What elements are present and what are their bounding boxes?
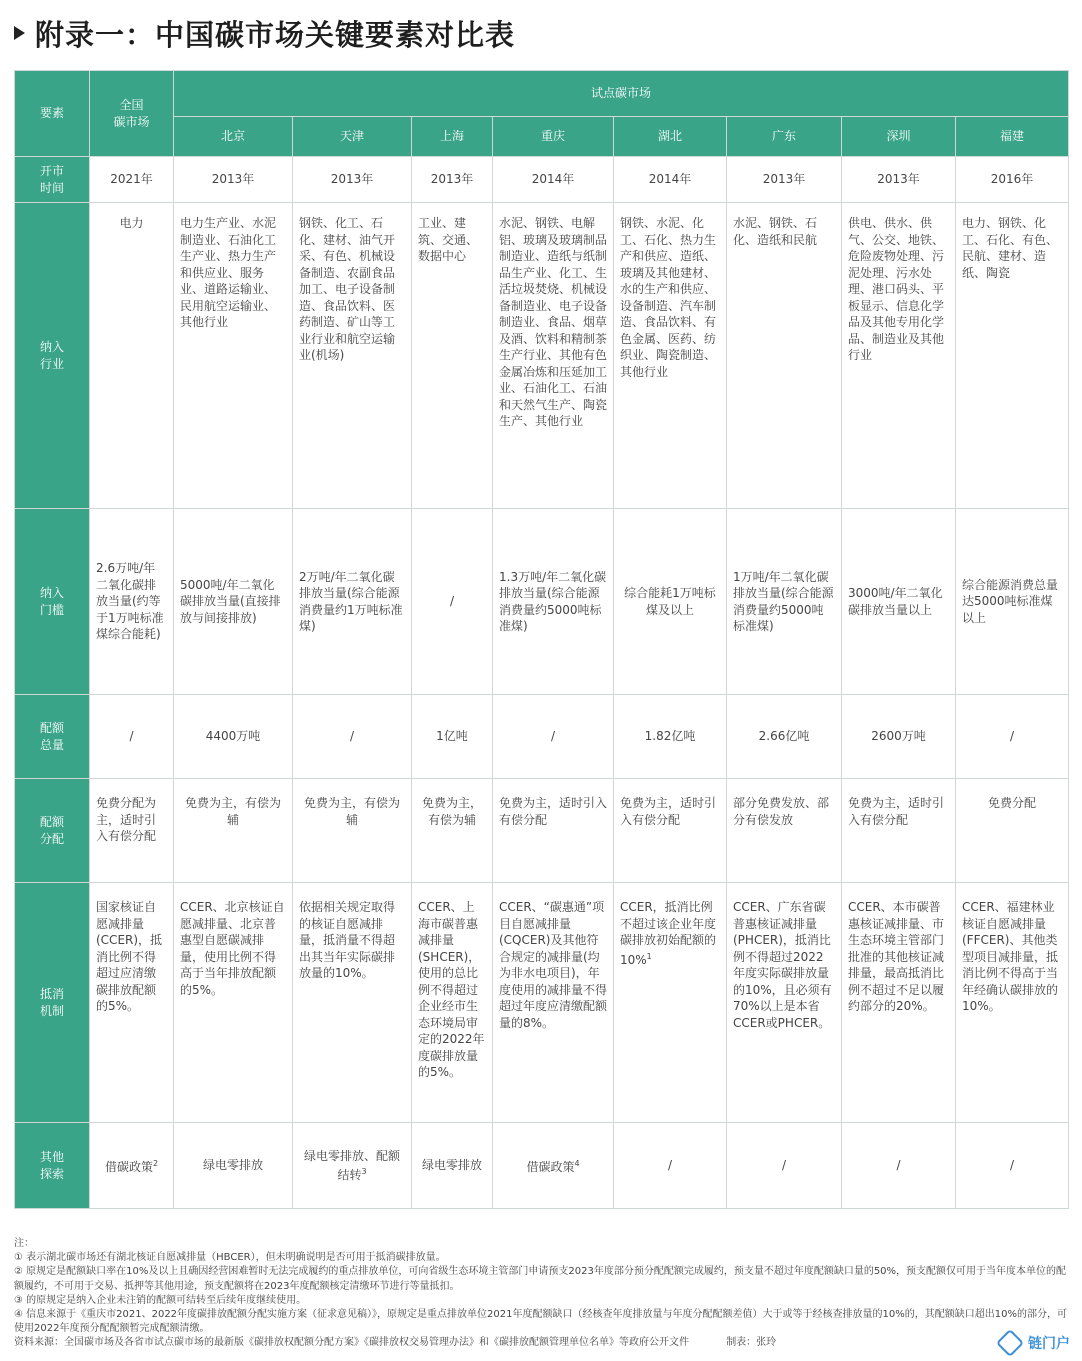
cell-text: CCER，抵消比例不超过该企业年度碳排放初始配额的10% <box>620 900 717 967</box>
table-cell <box>614 203 727 509</box>
cell-text: / <box>667 1158 673 1173</box>
footnote-marker: 3 <box>361 1167 367 1176</box>
cell-text: / <box>550 729 556 744</box>
cell-text: 2013年 <box>762 172 806 187</box>
cell-text: 2016年 <box>990 172 1034 187</box>
table-cell <box>727 157 842 203</box>
cell-text: 综合能耗1万吨标煤及以上 <box>624 586 716 617</box>
cell-text: CCER、本市碳普惠核证减排量、市生态环境主管部门批准的其他核证减排量，最高抵消比例不超过不足以履约部分的20%。 <box>848 900 945 1013</box>
page-title: 附录一：中国碳市场关键要素对比表 <box>35 17 516 52</box>
cell-text: / <box>781 1158 787 1173</box>
cell-text: 免费为主，适时引入有偿分配 <box>499 796 608 827</box>
cell-text: 国家核证自愿减排量(CCER)，抵消比例不得超过应清缴碳排放配额的5%。 <box>96 900 163 1013</box>
table-cell <box>293 883 412 1123</box>
footnote-marker: 2 <box>152 1158 159 1168</box>
row-label: 纳入 行业 <box>15 203 90 509</box>
table-cell <box>842 203 956 509</box>
cell-text: 免费分配 <box>988 796 1037 810</box>
cell-text: 供电、供水、供气、公交、地铁、危险废物处理、污泥处理、污水处理、港口码头、平板显示、信息化学品及其他专用化学品、制造业及其他行业 <box>848 216 945 362</box>
cell-text: 免费为主，有偿为辅 <box>303 796 400 827</box>
cell-text: 1亿吨 <box>436 729 468 744</box>
table-cell <box>614 509 727 695</box>
table-cell <box>842 883 956 1123</box>
header-region: 重庆 <box>493 117 614 157</box>
header-element: 要素 <box>15 71 90 157</box>
site-logo <box>1000 1333 1070 1353</box>
cell-text: 2013年 <box>330 172 374 187</box>
table-cell <box>493 203 614 509</box>
row-label: 纳入 门槛 <box>15 509 90 695</box>
author-text: 制表：张玲 <box>726 1337 777 1349</box>
table-cell <box>956 695 1069 779</box>
header-region: 湖北 <box>614 117 727 157</box>
table-cell <box>90 203 174 509</box>
table-cell <box>614 883 727 1123</box>
header-region: 天津 <box>293 117 412 157</box>
cell-text: 电力生产业、水泥制造业、石油化工生产业、热力生产和供应业、服务业、道路运输业、民用航空运输业、其他行业 <box>180 216 277 329</box>
header-pilot: 试点碳市场 <box>174 71 1069 117</box>
notes-section <box>14 1237 1068 1351</box>
table-row <box>15 203 1069 509</box>
cell-text: 综合能源消费总量达5000吨标准煤以上 <box>962 577 1059 625</box>
cell-text: 免费为主，有偿为辅 <box>184 796 281 827</box>
cell-text: 2021年 <box>110 172 153 187</box>
comparison-table <box>14 70 1069 1209</box>
table-row <box>15 509 1069 695</box>
cell-text: 免费分配为主，适时引入有偿分配 <box>96 796 157 843</box>
cell-text: CCER、“碳惠通”项目自愿减排量(CQCER)及其他符合规定的减排量(均为非水电项目)，年度使用的减排量不得超过年度应清缴配额量的8%。 <box>499 900 608 1030</box>
table-cell <box>614 695 727 779</box>
table-cell <box>174 509 293 695</box>
table-cell <box>727 203 842 509</box>
table-cell <box>412 203 493 509</box>
cell-text: / <box>349 729 355 744</box>
row-label: 配额 分配 <box>15 779 90 883</box>
cell-text: / <box>129 729 134 744</box>
table-cell <box>727 695 842 779</box>
table-cell <box>493 779 614 883</box>
cell-text: 2.66亿吨 <box>758 729 810 744</box>
row-label: 抵消 机制 <box>15 883 90 1123</box>
cell-text: / <box>896 1158 901 1173</box>
note-line-1: ① 表示湖北碳市场还有湖北核证自愿减排量（HBCER），但未明确说明是否可用于抵消碳排放量。 <box>14 1252 446 1264</box>
row-label: 开市 时间 <box>15 157 90 203</box>
row-label: 配额 总量 <box>15 695 90 779</box>
row-label: 其他 探索 <box>15 1123 90 1209</box>
table-row <box>15 883 1069 1123</box>
table-cell <box>842 509 956 695</box>
table-cell <box>293 695 412 779</box>
notes-heading: 注： <box>14 1238 34 1249</box>
table-cell <box>412 157 493 203</box>
cell-text: 2万吨/年二氧化碳排放当量(综合能源消费量约1万吨标准煤) <box>299 569 403 633</box>
cell-text: 水泥、钢铁、电解铝、玻璃及玻璃制品制造业、造纸与纸制品生产业、化工、生活垃圾焚烧、机械设备制造业、电子设备制造业、食品、烟草及酒、饮料和精制茶生产行业、其他有色金属冶炼和压延加工业、石油化工、石油和天然气生产、陶瓷生产、其他行业 <box>499 216 608 428</box>
table-cell <box>90 1123 174 1209</box>
cell-text: / <box>449 594 455 609</box>
cell-text: 2.6万吨/年二氧化碳排放当量(约等于1万吨标准煤综合能耗) <box>96 561 164 642</box>
cell-text: 5000吨/年二氧化碳排放当量(直接排放与间接排放) <box>180 577 281 625</box>
footnote-marker: 1 <box>646 951 652 961</box>
cell-text: 钢铁、水泥、化工、石化、热力生产和供应、造纸、玻璃及其他建材、水的生产和供应、设备制造、汽车制造、食品饮料、有色金属、医药、纺织业、陶瓷制造、其他行业 <box>620 216 717 379</box>
table-cell <box>493 883 614 1123</box>
cell-text: 借碳政策 <box>104 1159 153 1174</box>
table-cell <box>412 779 493 883</box>
cell-text: 绿电零排放 <box>421 1158 482 1173</box>
logo-diamond-icon <box>996 1329 1024 1357</box>
header-region: 福建 <box>956 117 1069 157</box>
table-cell <box>412 695 493 779</box>
table-cell <box>174 157 293 203</box>
table-cell <box>842 1123 956 1209</box>
logo-text: 链门户 <box>1028 1336 1070 1352</box>
source-line <box>14 1336 1068 1350</box>
cell-text: 工业、建筑、交通、数据中心 <box>418 216 479 263</box>
cell-text: / <box>1009 1158 1015 1173</box>
cell-text: 2013年 <box>430 172 474 187</box>
table-cell <box>614 779 727 883</box>
cell-text: CCER、上海市碳普惠减排量(SHCER)，使用的总比例不得超过企业经市生态环境局审定的2022年度碳排放量的5%。 <box>418 900 485 1079</box>
table-cell <box>727 883 842 1123</box>
page-title-bar <box>14 8 515 58</box>
table-cell <box>174 1123 293 1209</box>
table-cell <box>293 509 412 695</box>
table-row <box>15 157 1069 203</box>
table-cell <box>174 883 293 1123</box>
cell-text: 1.82亿吨 <box>644 729 696 744</box>
note-line-3: ③ 的原规定是纳入企业未注销的配额可结转至后续年度继续使用。 <box>14 1294 307 1306</box>
header-region: 广东 <box>727 117 842 157</box>
cell-text: 借碳政策 <box>526 1159 575 1174</box>
table-cell <box>956 203 1069 509</box>
cell-text: 2014年 <box>648 172 692 187</box>
cell-text: 绿电零排放 <box>202 1158 263 1173</box>
table-cell <box>90 695 174 779</box>
header-region: 北京 <box>174 117 293 157</box>
header-region: 深圳 <box>842 117 956 157</box>
header-region: 上海 <box>412 117 493 157</box>
table-cell <box>956 509 1069 695</box>
footnote-marker: 4 <box>574 1158 580 1168</box>
triangle-bullet-icon <box>14 26 25 40</box>
table-row <box>15 695 1069 779</box>
table-cell <box>842 157 956 203</box>
cell-text: CCER、广东省碳普惠核证减排量(PHCER)，抵消比例不得超过2022年度实际碳排放量的10%，且必须有70%以上是本省CCER或PHCER。 <box>733 900 832 1030</box>
table-cell <box>614 1123 727 1209</box>
table-cell <box>842 779 956 883</box>
table-cell <box>956 1123 1069 1209</box>
table-cell <box>956 157 1069 203</box>
table-cell <box>412 509 493 695</box>
table-cell <box>727 509 842 695</box>
cell-text: 依据相关规定取得的核证自愿减排量，抵消量不得超出其当年实际碳排放量的10%。 <box>299 900 396 980</box>
table-cell <box>293 779 412 883</box>
table-cell <box>412 1123 493 1209</box>
table-cell <box>956 779 1069 883</box>
cell-text: 2013年 <box>211 172 255 187</box>
table-cell <box>174 695 293 779</box>
cell-text: 1.3万吨/年二氧化碳排放当量(综合能源消费量约5000吨标准煤) <box>499 569 607 633</box>
cell-text: 免费为主，适时引入有偿分配 <box>848 796 945 827</box>
table-cell <box>412 883 493 1123</box>
table-cell <box>174 779 293 883</box>
cell-text: 免费为主，有偿为辅 <box>421 796 482 827</box>
cell-text: CCER、福建林业核证自愿减排量(FFCER)、其他类型项目减排量，抵消比例不得高于当年经确认碳排放的10%。 <box>962 900 1059 1013</box>
cell-text: 1万吨/年二氧化碳排放当量(综合能源消费量约5000吨标准煤) <box>733 569 834 633</box>
note-line-4: ④ 信息来源于《重庆市2021、2022年度碳排放配额分配实施方案（征求意见稿）》，原规定是重点排放单位2021年度配额缺口（经核查年度排放量与年度分配配额差值）大于或等于经核查排放量的10%的，其配额缺口超出10%的部分，可使用2022年度预分配配额暂完成配额清缴。 <box>14 1309 1067 1335</box>
cell-text: 2013年 <box>877 172 920 187</box>
table-cell <box>493 509 614 695</box>
note-line-2: ② 原规定是配额缺口率在10%及以上且确因经营困难暂时无法完成履约的重点排放单位，可向省级生态环境主管部门申请预支2023年度部分预分配配额完成履约，预支量不超过年度配额缺口量的50%，预支配额仅可用于当年度本单位的配额履约，不可用于交易、抵押等其他用途，预支配额将在2023年度配额核定清缴环节进行等量抵扣。 <box>14 1266 1067 1292</box>
cell-text: 2014年 <box>531 172 575 187</box>
cell-text: 水泥、钢铁、石化、造纸和民航 <box>733 216 818 247</box>
cell-text: 3000吨/年二氧化碳排放当量以上 <box>848 586 943 617</box>
table-cell <box>90 157 174 203</box>
cell-text: 2600万吨 <box>871 729 926 744</box>
table-row <box>15 1123 1069 1209</box>
table-cell <box>493 1123 614 1209</box>
table-cell <box>293 1123 412 1209</box>
cell-text: 免费为主，适时引入有偿分配 <box>620 796 717 827</box>
cell-text: CCER、北京核证自愿减排量、北京普惠型自愿碳减排量，使用比例不得高于当年排放配额的5%。 <box>180 900 285 997</box>
table-cell <box>727 779 842 883</box>
table-cell <box>293 157 412 203</box>
cell-text: / <box>1009 729 1015 744</box>
table-cell <box>90 509 174 695</box>
table-bottom-divider <box>14 1208 1068 1209</box>
header-national: 全国 碳市场 <box>90 71 174 157</box>
table-cell <box>90 779 174 883</box>
cell-text: 钢铁、化工、石化、建材、油气开采、有色、机械设备制造、农副食品加工、电子设备制造、食品饮料、医药制造、矿山等工业行业和航空运输业(机场) <box>299 216 396 362</box>
cell-text: 绿电零排放、配额结转 <box>303 1148 400 1182</box>
source-text: 资料来源：全国碳市场及各省市试点碳市场的最新版《碳排放权配额分配方案》《碳排放权交易管理办法》和《碳排放配额管理单位名单》等政府公开文件 <box>14 1337 689 1349</box>
table-row <box>15 779 1069 883</box>
cell-text: 电力、钢铁、化工、石化、有色、民航、建材、造纸、陶瓷 <box>962 216 1059 280</box>
table-cell <box>842 695 956 779</box>
table-cell <box>293 203 412 509</box>
table-cell <box>493 695 614 779</box>
table-cell <box>614 157 727 203</box>
table-cell <box>174 203 293 509</box>
cell-text: 4400万吨 <box>205 729 261 744</box>
table-cell <box>956 883 1069 1123</box>
table-cell <box>90 883 174 1123</box>
cell-text: 电力 <box>119 216 144 230</box>
table-cell <box>727 1123 842 1209</box>
table-cell <box>493 157 614 203</box>
cell-text: 部分免费发放、部分有偿发放 <box>733 796 830 827</box>
